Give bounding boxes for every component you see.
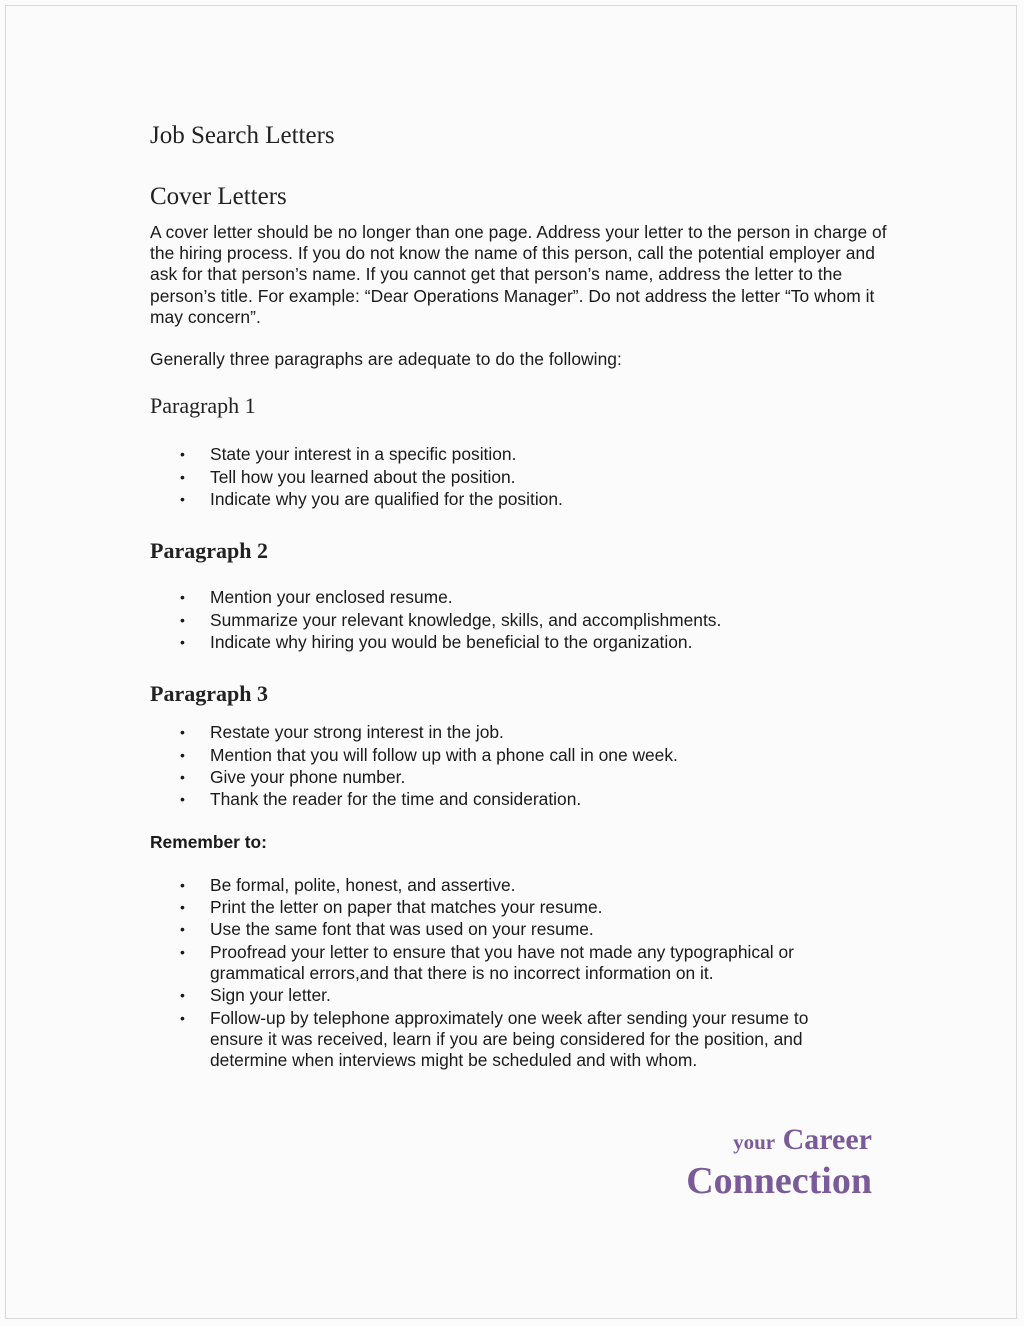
brand-connection: Connection: [686, 1160, 872, 1202]
brand-logo: [686, 1122, 872, 1202]
bullet-icon: •: [180, 611, 185, 628]
paragraph-3-list: [150, 722, 890, 810]
list-item: [150, 1008, 860, 1072]
bullet-icon: •: [180, 987, 185, 1004]
list-item-text: Follow-up by telephone approximately one week after sending your resume to ensure it was received, learn if you are being considered for the position, and determine when interviews might be scheduled and with whom.: [210, 1007, 809, 1071]
list-item-text: Use the same font that was used on your resume.: [210, 919, 594, 940]
list-item: [150, 489, 890, 510]
remember-list: [150, 875, 890, 1072]
list-item-text: Mention your enclosed resume.: [210, 587, 453, 608]
list-item-text: Tell how you learned about the position.: [210, 466, 516, 487]
bullet-icon: •: [180, 589, 185, 606]
list-item-text: Indicate why hiring you would be beneficial to the organization.: [210, 631, 693, 652]
list-item-text: Print the letter on paper that matches your resume.: [210, 896, 603, 917]
remember-heading: Remember to:: [150, 831, 267, 852]
list-item: [150, 919, 890, 940]
list-item: [150, 632, 890, 653]
paragraph-2-heading: Paragraph 2: [150, 538, 268, 564]
bullet-icon: •: [180, 633, 185, 650]
bullet-icon: •: [180, 898, 185, 915]
bullet-icon: •: [180, 943, 185, 960]
list-item-text: Mention that you will follow up with a phone call in one week.: [210, 744, 678, 765]
bullet-icon: •: [180, 876, 185, 893]
paragraph-1-heading: Paragraph 1: [150, 393, 256, 419]
paragraph-3-heading: Paragraph 3: [150, 681, 268, 707]
list-item-text: Summarize your relevant knowledge, skills, and accomplishments.: [210, 609, 722, 630]
list-item-text: Give your phone number.: [210, 766, 406, 787]
paragraph-2-list: [150, 587, 890, 653]
document-page: [150, 118, 890, 1073]
list-item: [150, 610, 890, 631]
list-item: [150, 444, 890, 465]
list-item-text: State your interest in a specific position.: [210, 444, 517, 465]
list-item: [150, 985, 890, 1006]
list-item-text: Thank the reader for the time and consideration.: [210, 789, 582, 810]
brand-your: your: [733, 1130, 776, 1154]
list-item: [150, 722, 890, 743]
bullet-icon: •: [180, 491, 185, 507]
document-title: Job Search Letters: [150, 122, 335, 149]
list-item-text: Be formal, polite, honest, and assertive.: [210, 874, 516, 895]
list-item: [150, 745, 890, 766]
bullet-icon: •: [180, 768, 185, 785]
list-item: [150, 587, 890, 608]
list-item: [150, 875, 890, 896]
list-item-text: Proofread your letter to ensure that you have not made any typographical or grammatical errors,and that there is no incorrect information on it.: [210, 941, 794, 983]
brand-career: Career: [782, 1123, 872, 1156]
bullet-icon: •: [180, 468, 185, 485]
intro-paragraph: A cover letter should be no longer than one page. Address your letter to the person in charge of the hiring process. If you do not know the name of this person, call the potential employer and ask for that person’s name. If you cannot get that person’s name, address the letter to the person’s title. For example: “Dear Operations Manager”. Do not address the letter “To whom it may concern”.: [150, 222, 887, 327]
bullet-icon: •: [180, 921, 185, 938]
paragraph-1-list: [150, 444, 890, 510]
list-item: [150, 789, 890, 810]
bullet-icon: •: [180, 1009, 185, 1026]
lead-paragraph: Generally three paragraphs are adequate to do the following:: [150, 349, 622, 370]
list-item-text: Restate your strong interest in the job.: [210, 722, 504, 743]
list-item: [150, 767, 890, 788]
list-item: [150, 897, 890, 918]
bullet-icon: •: [180, 791, 185, 808]
list-item: [150, 467, 890, 488]
list-item-text: Sign your letter.: [210, 985, 331, 1006]
section-title: Cover Letters: [150, 183, 287, 210]
bullet-icon: •: [180, 724, 185, 741]
bullet-icon: •: [180, 746, 185, 763]
bullet-icon: •: [180, 446, 185, 463]
list-item-text: Indicate why you are qualified for the position.: [210, 489, 563, 509]
list-item: [150, 942, 850, 984]
